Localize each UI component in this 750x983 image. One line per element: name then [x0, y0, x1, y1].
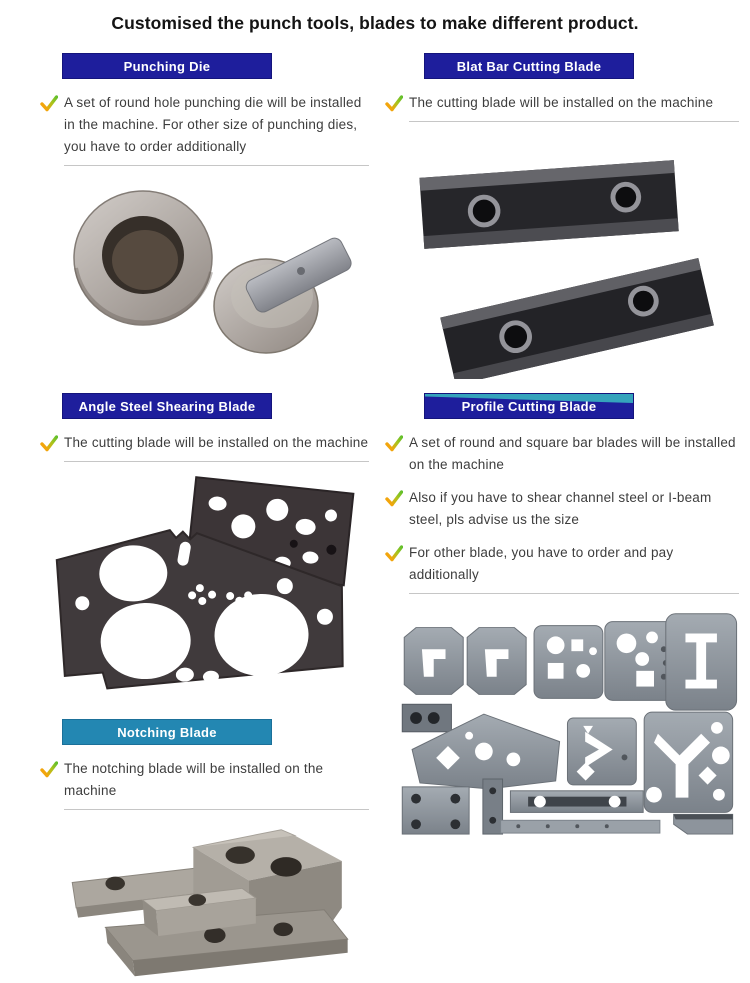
bullet-text: The cutting blade will be installed on the machine [64, 435, 369, 450]
bullet-item [40, 432, 375, 454]
page-title: Customised the punch tools, blades to make different product. [111, 13, 639, 33]
punching-die-header-banner [62, 53, 272, 79]
bullet-text: A set of round and square bar blades will be installed on the machine [409, 435, 736, 472]
bullet-item [385, 542, 745, 586]
notching-header-label: Notching Blade [117, 725, 217, 740]
checkmark-icon [385, 435, 403, 452]
punched-plates-illustration [43, 471, 373, 693]
section-notching-blade [40, 719, 375, 973]
punching-die-header-label: Punching Die [123, 59, 211, 74]
bullet-text: A set of round hole punching die will be installed in the machine. For other size of punching dies, you have to order additionally [64, 95, 362, 154]
checkmark-icon [385, 490, 403, 507]
bullet-text: For other blade, you have to order and pay additionally [409, 545, 674, 582]
flat-bar-image [385, 127, 745, 379]
punching-die-bullets [40, 92, 375, 158]
punching-die-illustration [48, 176, 368, 386]
angle-steel-bullets [40, 432, 375, 454]
section-angle-steel-shearing [40, 393, 375, 719]
bullet-item [40, 758, 375, 802]
divider-line [64, 165, 369, 166]
bullet-text: The notching blade will be installed on the machine [64, 761, 324, 798]
flat-bar-header-label: Blat Bar Cutting Blade [456, 59, 602, 74]
checkmark-icon [385, 545, 403, 562]
section-profile-cutting [385, 393, 745, 840]
flat-bar-header-banner [424, 53, 634, 79]
left-column [40, 53, 375, 973]
profile-header-label: Profile Cutting Blade [461, 399, 597, 414]
divider-line [409, 593, 739, 594]
flat-bar-blades-illustration [395, 127, 735, 379]
divider-line [64, 809, 369, 810]
section-punching-die [40, 53, 375, 393]
checkmark-icon [385, 95, 403, 112]
flat-bar-bullets [385, 92, 745, 114]
checkmark-icon [40, 435, 58, 452]
divider-line [64, 461, 369, 462]
content-columns [0, 53, 750, 973]
notching-header-banner [62, 719, 272, 745]
profile-header-banner [424, 393, 634, 419]
checkmark-icon [40, 95, 58, 112]
bullet-item [40, 92, 375, 158]
right-column [385, 53, 745, 840]
section-flat-bar-cutting [385, 53, 745, 393]
angle-steel-image [40, 471, 375, 693]
angle-steel-header-label: Angle Steel Shearing Blade [78, 399, 256, 414]
profile-dies-illustration [389, 602, 741, 838]
bullet-item [385, 487, 745, 531]
bullet-text: The cutting blade will be installed on the machine [409, 95, 714, 110]
profile-cutting-image [385, 602, 745, 838]
profile-bullets [385, 432, 745, 586]
bullet-text: Also if you have to shear channel steel or I-beam steel, pls advise us the size [409, 490, 712, 527]
bullet-item [385, 92, 745, 114]
checkmark-icon [40, 761, 58, 778]
notching-bullets [40, 758, 375, 802]
notching-blocks-illustration [45, 818, 370, 983]
punching-die-image [40, 176, 375, 386]
notching-blade-image [40, 818, 375, 983]
bullet-item [385, 432, 745, 476]
angle-steel-header-banner [62, 393, 272, 419]
divider-line [409, 121, 739, 122]
